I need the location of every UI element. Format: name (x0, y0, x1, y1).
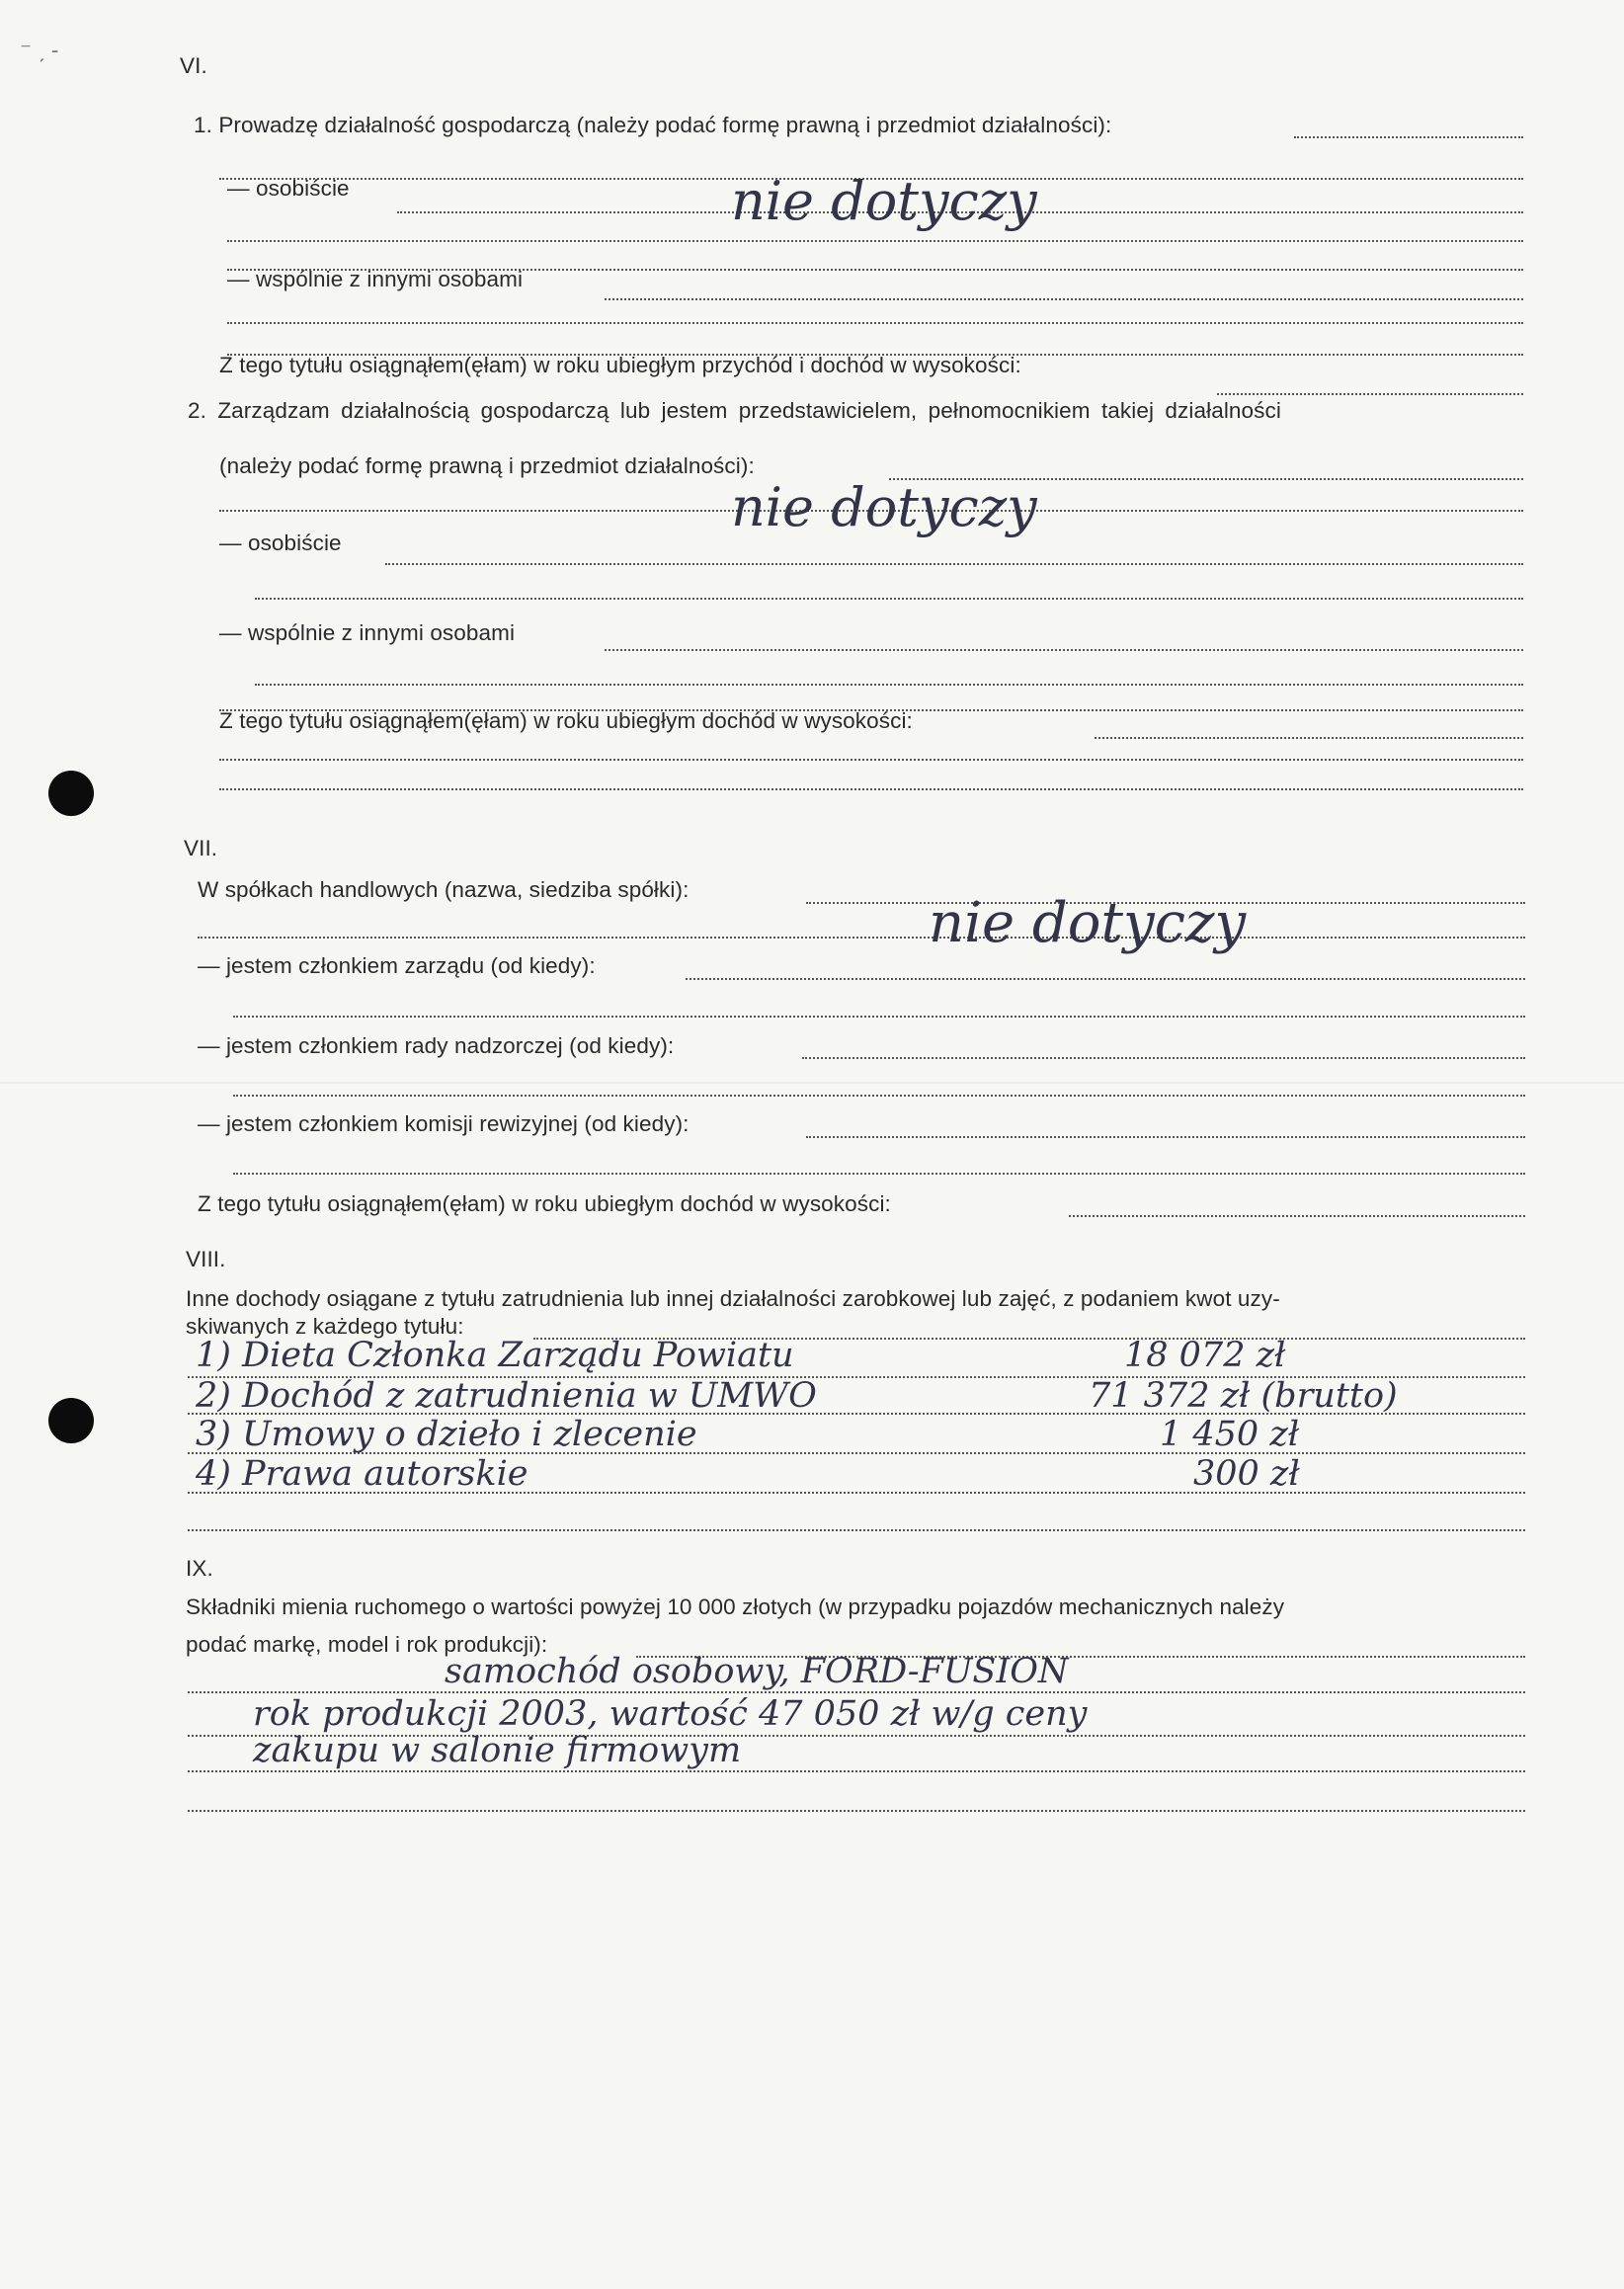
income-entry-3-amount: 1 450 zł (1160, 1415, 1300, 1454)
sec6-jointly-line (227, 322, 1523, 324)
section-vi-heading: VI. (180, 53, 207, 78)
sec6-income2-label: Z tego tytułu osiągnąłem(ęłam) w roku ubiegłym dochód w wysokości: (219, 708, 913, 733)
sec6-personally2-label: — osobiście (219, 531, 342, 555)
sec9-line-3 (188, 1770, 1525, 1772)
sec6-personally-line (227, 240, 1523, 242)
sec7-companies-line (198, 937, 1525, 939)
sec6-jointly-label: — wspólnie z innymi osobami (227, 267, 524, 291)
sec6-jointly2-field (605, 649, 1523, 651)
sec8-intro: Inne dochody osiągane z tytułu zatrudnienia lub innej działalności zarobkowej lub zajęć, z podaniem kwot uzy- (186, 1286, 1280, 1311)
sec8-intro-cont: skiwanych z każdego tytułu: (186, 1314, 464, 1339)
sec8-line-5 (188, 1529, 1525, 1531)
sec9-intro-cont: podać markę, model i rok produkcji): (186, 1632, 548, 1657)
sec7-companies-label: W spółkach handlowych (nazwa, siedziba spółki): (198, 877, 690, 902)
sec7-board-label: — jestem członkiem zarządu (od kiedy): (198, 953, 596, 978)
sec7-audit-line (233, 1173, 1525, 1175)
sec7-audit-field (806, 1136, 1525, 1138)
sec6-income2-line2 (219, 788, 1523, 790)
sec6-income2-field (1095, 737, 1523, 739)
sec6-q1-label: 1. Prowadzę działalność gospodarczą (należy podać formę prawną i przedmiot działalności): (194, 113, 1112, 137)
vehicle-line-1: samochód osobowy, FORD-FUSION (445, 1652, 1069, 1691)
sec6-jointly-field (605, 298, 1523, 300)
section-ix-heading: IX. (186, 1556, 213, 1581)
sec9-line-1 (188, 1691, 1525, 1693)
sec7-income-label: Z tego tytułu osiągnąłem(ęłam) w roku ubiegłym dochód w wysokości: (198, 1191, 891, 1216)
sec6-q2-label-cont: (należy podać formę prawną i przedmiot działalności): (219, 453, 755, 478)
sec6-q2-label: 2. Zarządzam działalnością gospodarczą lub jestem przedstawicielem, pełnomocnikiem takiej działalności (188, 398, 1281, 423)
sec6-personally-label: — osobiście (227, 176, 350, 201)
sec6-answer2-handwritten: nie dotyczy (731, 476, 1037, 538)
income-entry-2-amount: 71 372 zł (brutto) (1089, 1376, 1398, 1416)
sec6-answer-handwritten: nie dotyczy (731, 170, 1037, 232)
sec7-board-line (233, 1016, 1525, 1018)
sec6-personally2-field (385, 563, 1523, 565)
income-entry-4-amount: 300 zł (1193, 1454, 1300, 1494)
sec7-supervisory-line (233, 1095, 1525, 1097)
punch-hole-bottom (48, 1398, 94, 1443)
section-viii-heading: VIII. (186, 1247, 226, 1271)
sec6-personally2-line (255, 598, 1523, 600)
punch-hole-top (48, 771, 94, 816)
sec6-jointly2-line (255, 684, 1523, 686)
sec6-q1-field (1294, 136, 1523, 138)
vehicle-line-2: rok produkcji 2003, wartość 47 050 zł w/g ceny (253, 1694, 1088, 1734)
vehicle-line-3: zakupu w salonie firmowym (253, 1731, 742, 1770)
sec7-answer-handwritten: nie dotyczy (929, 891, 1247, 955)
income-entry-4-label: 4) Prawa autorskie (196, 1454, 528, 1494)
section-vii-heading: VII. (184, 836, 218, 860)
sec9-intro: Składniki mienia ruchomego o wartości powyżej 10 000 złotych (w przypadku pojazdów mechanicznych należy (186, 1594, 1285, 1619)
sec6-jointly2-label: — wspólnie z innymi osobami (219, 620, 516, 645)
sec9-line-4 (188, 1810, 1525, 1812)
income-entry-2-label: 2) Dochód z zatrudnienia w UMWO (196, 1376, 817, 1416)
sec6-income1-field (1217, 393, 1523, 395)
income-entry-1-label: 1) Dieta Członka Zarządu Powiatu (196, 1336, 794, 1375)
sec7-supervisory-label: — jestem członkiem rady nadzorczej (od kiedy): (198, 1033, 675, 1058)
income-entry-1-amount: 18 072 zł (1124, 1336, 1286, 1375)
sec6-income2-line (219, 759, 1523, 761)
scan-mark-icon: ⁻ ˏ ‐ (20, 38, 59, 62)
sec7-supervisory-field (802, 1057, 1525, 1059)
sec7-audit-label: — jestem członkiem komisji rewizyjnej (od kiedy): (198, 1111, 690, 1136)
sec6-income1-label: Z tego tytułu osiągnąłem(ęłam) w roku ubiegłym przychód i dochód w wysokości: (219, 353, 1021, 377)
paper-fold (0, 1082, 1624, 1084)
income-entry-3-label: 3) Umowy o dzieło i zlecenie (196, 1415, 697, 1454)
sec7-board-field (686, 978, 1525, 980)
sec7-income-field (1069, 1215, 1525, 1217)
